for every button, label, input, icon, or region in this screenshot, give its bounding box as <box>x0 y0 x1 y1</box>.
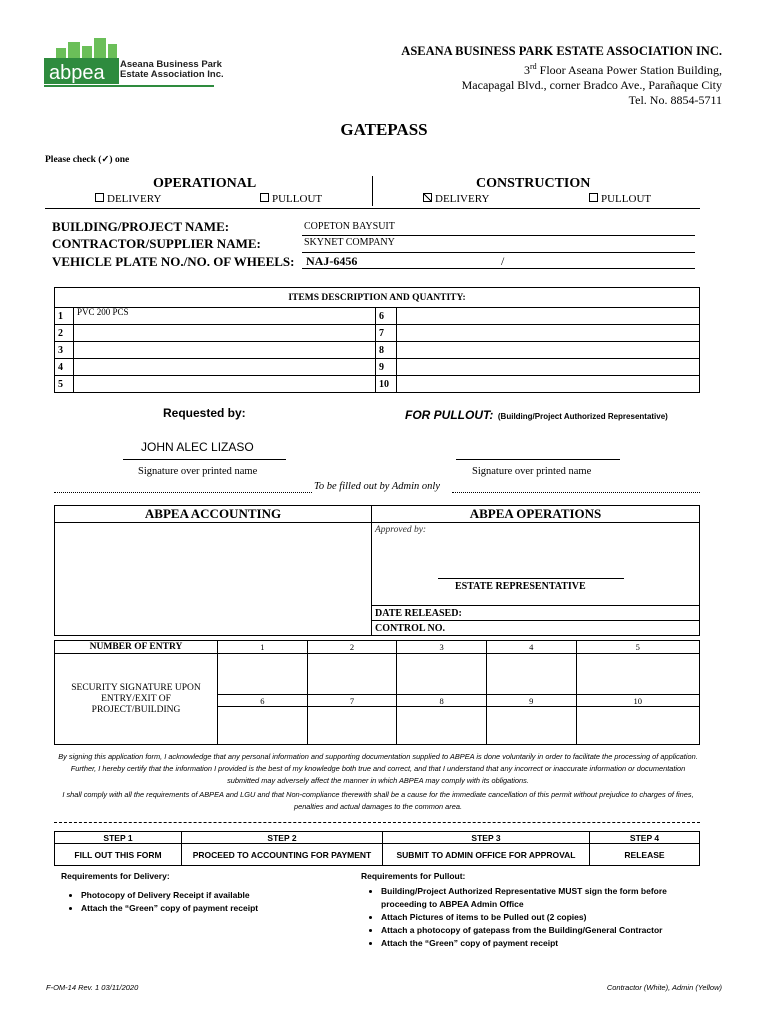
delivery-requirements-title: Requirements for Delivery: <box>61 871 170 881</box>
category-rule <box>45 208 700 209</box>
step-number: STEP 4 <box>590 832 700 844</box>
item-number: 8 <box>376 342 397 359</box>
exit-signature-cell[interactable] <box>218 707 308 745</box>
pullout-signature-caption: Signature over printed name <box>472 466 592 477</box>
telephone: Tel. No. 8854-5711 <box>628 93 722 107</box>
wheels-separator: / <box>501 254 505 268</box>
table-row <box>55 376 700 393</box>
step-number: STEP 3 <box>383 832 590 844</box>
admin-divider-left <box>54 492 312 493</box>
construction-pullout-text: PULLOUT <box>601 193 652 205</box>
delivery-requirements <box>61 870 341 915</box>
item-number: 1 <box>55 308 74 325</box>
item-number: 7 <box>376 325 397 342</box>
building-underline <box>302 235 695 236</box>
item-description[interactable] <box>74 359 376 376</box>
item-number: 2 <box>55 325 74 342</box>
entry-signature-cell[interactable] <box>486 654 576 695</box>
entry-table <box>54 640 700 745</box>
operational-label: OPERATIONAL <box>153 176 257 191</box>
copy-distribution: Contractor (White), Admin (Yellow) <box>606 983 722 992</box>
check-instruction: Please check (✓) one <box>45 155 130 165</box>
item-number: 9 <box>376 359 397 376</box>
entry-signature-cell[interactable] <box>576 654 700 695</box>
item-description[interactable] <box>397 342 700 359</box>
vehicle-underline <box>302 268 695 269</box>
contractor-label: CONTRACTOR/SUPPLIER NAME: <box>52 236 261 251</box>
building-value[interactable]: COPETON BAYSUIT <box>304 221 395 232</box>
operational-pullout-checkbox[interactable] <box>260 193 269 202</box>
security-signature-label: SECURITY SIGNATURE UPON ENTRY/EXIT OF PROJECT/BUILDING <box>55 654 218 745</box>
step-action: RELEASE <box>590 844 700 866</box>
entry-number: 7 <box>307 695 397 707</box>
logo-caption-line-1: Aseana Business Park <box>120 59 222 70</box>
operational-delivery-text: DELIVERY <box>107 193 162 205</box>
entry-number: 2 <box>307 641 397 654</box>
for-pullout-heading <box>405 406 668 424</box>
step-action: SUBMIT TO ADMIN OFFICE FOR APPROVAL <box>383 844 590 866</box>
accounting-box[interactable] <box>55 523 372 636</box>
entry-number: 6 <box>218 695 308 707</box>
table-row <box>55 359 700 376</box>
item-number: 10 <box>376 376 397 393</box>
requester-signature-line <box>123 459 286 460</box>
item-description[interactable] <box>397 325 700 342</box>
item-number: 6 <box>376 308 397 325</box>
contractor-value[interactable]: SKYNET COMPANY <box>304 237 395 248</box>
exit-signature-cell[interactable] <box>576 707 700 745</box>
for-pullout-note: (Building/Project Authorized Representative) <box>497 412 668 421</box>
table-row <box>55 342 700 359</box>
entry-number: 9 <box>486 695 576 707</box>
item-description[interactable] <box>397 359 700 376</box>
pullout-requirements <box>361 870 701 950</box>
address-floor-suffix: rd <box>530 62 537 71</box>
logo-wordmark: abpea <box>49 62 105 84</box>
item-description[interactable] <box>74 342 376 359</box>
entry-number: 10 <box>576 695 700 707</box>
step-number: STEP 1 <box>55 832 182 844</box>
list-item: • Photocopy of Delivery Receipt if available <box>81 889 341 902</box>
step-number: STEP 2 <box>182 832 383 844</box>
entry-number: 1 <box>218 641 308 654</box>
construction-pullout-checkbox[interactable] <box>589 193 598 202</box>
item-description[interactable] <box>74 325 376 342</box>
address-floor: 3 <box>524 63 530 77</box>
building-label: BUILDING/PROJECT NAME: <box>52 219 230 234</box>
pullout-signature-line <box>456 459 620 460</box>
operational-delivery-option[interactable] <box>95 193 161 205</box>
date-released-label: DATE RELEASED: <box>372 606 700 621</box>
estate-rep-label: ESTATE REPRESENTATIVE <box>455 581 586 592</box>
pullout-requirements-title: Requirements for Pullout: <box>361 871 466 881</box>
form-code: F-OM-14 Rev. 1 03/11/2020 <box>46 983 139 992</box>
table-row <box>55 308 700 325</box>
item-number: 5 <box>55 376 74 393</box>
steps-divider <box>54 822 700 823</box>
entry-number: 5 <box>576 641 700 654</box>
entry-signature-cell[interactable] <box>218 654 308 695</box>
list-item: • Attach the “Green” copy of payment receipt <box>81 902 341 915</box>
logo-caption-line-2: Estate Association Inc. <box>120 69 224 80</box>
address-line-1 <box>401 59 722 78</box>
entry-number: 8 <box>397 695 487 707</box>
items-table <box>54 287 700 393</box>
accounting-heading: ABPEA ACCOUNTING <box>55 506 372 523</box>
entry-signature-cell[interactable] <box>307 654 397 695</box>
address-line-2: Macapagal Blvd., corner Bradco Ave., Parañaque City <box>461 78 722 92</box>
operational-pullout-option[interactable] <box>260 193 322 205</box>
item-description[interactable]: PVC 200 PCS <box>74 308 376 325</box>
list-item: • Building/Project Authorized Representative MUST sign the form before proceeding to ABPEA Admin Office <box>381 885 701 911</box>
operations-heading: ABPEA OPERATIONS <box>372 506 700 523</box>
admin-divider-right <box>452 492 700 493</box>
logo-caption <box>120 60 224 80</box>
exit-signature-cell[interactable] <box>307 707 397 745</box>
construction-delivery-checkbox[interactable] <box>423 193 432 202</box>
entry-number: 4 <box>486 641 576 654</box>
privacy-disclaimer: By signing this application form, I acknowledge that any personal information and supporting documentation supplied to ABPEA is done voluntarily in order to facilitate the processing of application. Further, I hereby certify that the information I provided is the best of my knowledge both true and correct, and that I understand that any incorrect or inaccurate information or documentation submitted may adversely affect the manner in which ABPEA may comply with its obligations. <box>58 752 698 785</box>
requester-signature-caption: Signature over printed name <box>138 466 258 477</box>
approved-by-label: Approved by: <box>375 525 427 535</box>
item-description[interactable] <box>397 376 700 393</box>
list-item: • Attach Pictures of items to be Pulled out (2 copies) <box>381 911 701 924</box>
estate-rep-line <box>438 578 624 579</box>
construction-delivery-text: DELIVERY <box>435 193 490 205</box>
control-no-label: CONTROL NO. <box>372 621 700 636</box>
table-row <box>55 325 700 342</box>
item-description[interactable] <box>397 308 700 325</box>
category-divider <box>372 176 373 206</box>
operational-pullout-text: PULLOUT <box>272 193 323 205</box>
exit-signature-cell[interactable] <box>397 707 487 745</box>
list-item: • Attach a photocopy of gatepass from the Building/General Contractor <box>381 924 701 937</box>
construction-label: CONSTRUCTION <box>476 176 591 191</box>
compliance-disclaimer: I shall comply with all the requirements of ABPEA and LGU and that Non-compliance therewith shall be a cause for the immediate cancellation of this permit without prejudice to charges of fines, penalties and actual damages to the common area. <box>62 790 694 811</box>
address-building: Floor Aseana Power Station Building, <box>536 63 722 77</box>
items-header: ITEMS DESCRIPTION AND QUANTITY: <box>55 288 700 308</box>
org-header <box>401 44 722 108</box>
number-of-entry-label: NUMBER OF ENTRY <box>55 641 218 654</box>
approval-box[interactable] <box>372 523 700 606</box>
entry-number: 3 <box>397 641 487 654</box>
vehicle-label: VEHICLE PLATE NO./NO. OF WHEELS: <box>52 254 295 269</box>
item-number: 4 <box>55 359 74 376</box>
form-title: GATEPASS <box>340 120 428 139</box>
item-number: 3 <box>55 342 74 359</box>
entry-signature-cell[interactable] <box>397 654 487 695</box>
admin-table <box>54 505 700 636</box>
admin-only-note: To be filled out by Admin only <box>314 481 440 492</box>
item-description[interactable] <box>74 376 376 393</box>
vehicle-value[interactable]: NAJ-6456 <box>306 254 358 268</box>
requested-by-label: Requested by: <box>163 406 246 420</box>
for-pullout-label: FOR PULLOUT: <box>405 408 494 422</box>
step-action: PROCEED TO ACCOUNTING FOR PAYMENT <box>182 844 383 866</box>
construction-pullout-option[interactable] <box>589 193 651 205</box>
construction-delivery-option[interactable] <box>423 193 489 205</box>
requester-name[interactable]: JOHN ALEC LIZASO <box>141 440 254 454</box>
steps-table <box>54 831 700 866</box>
exit-signature-cell[interactable] <box>486 707 576 745</box>
step-action: FILL OUT THIS FORM <box>55 844 182 866</box>
org-name: ASEANA BUSINESS PARK ESTATE ASSOCIATION INC. <box>401 44 722 58</box>
contractor-underline <box>302 252 695 253</box>
list-item: • Attach the “Green” copy of payment receipt <box>381 937 701 950</box>
operational-delivery-checkbox[interactable] <box>95 193 104 202</box>
